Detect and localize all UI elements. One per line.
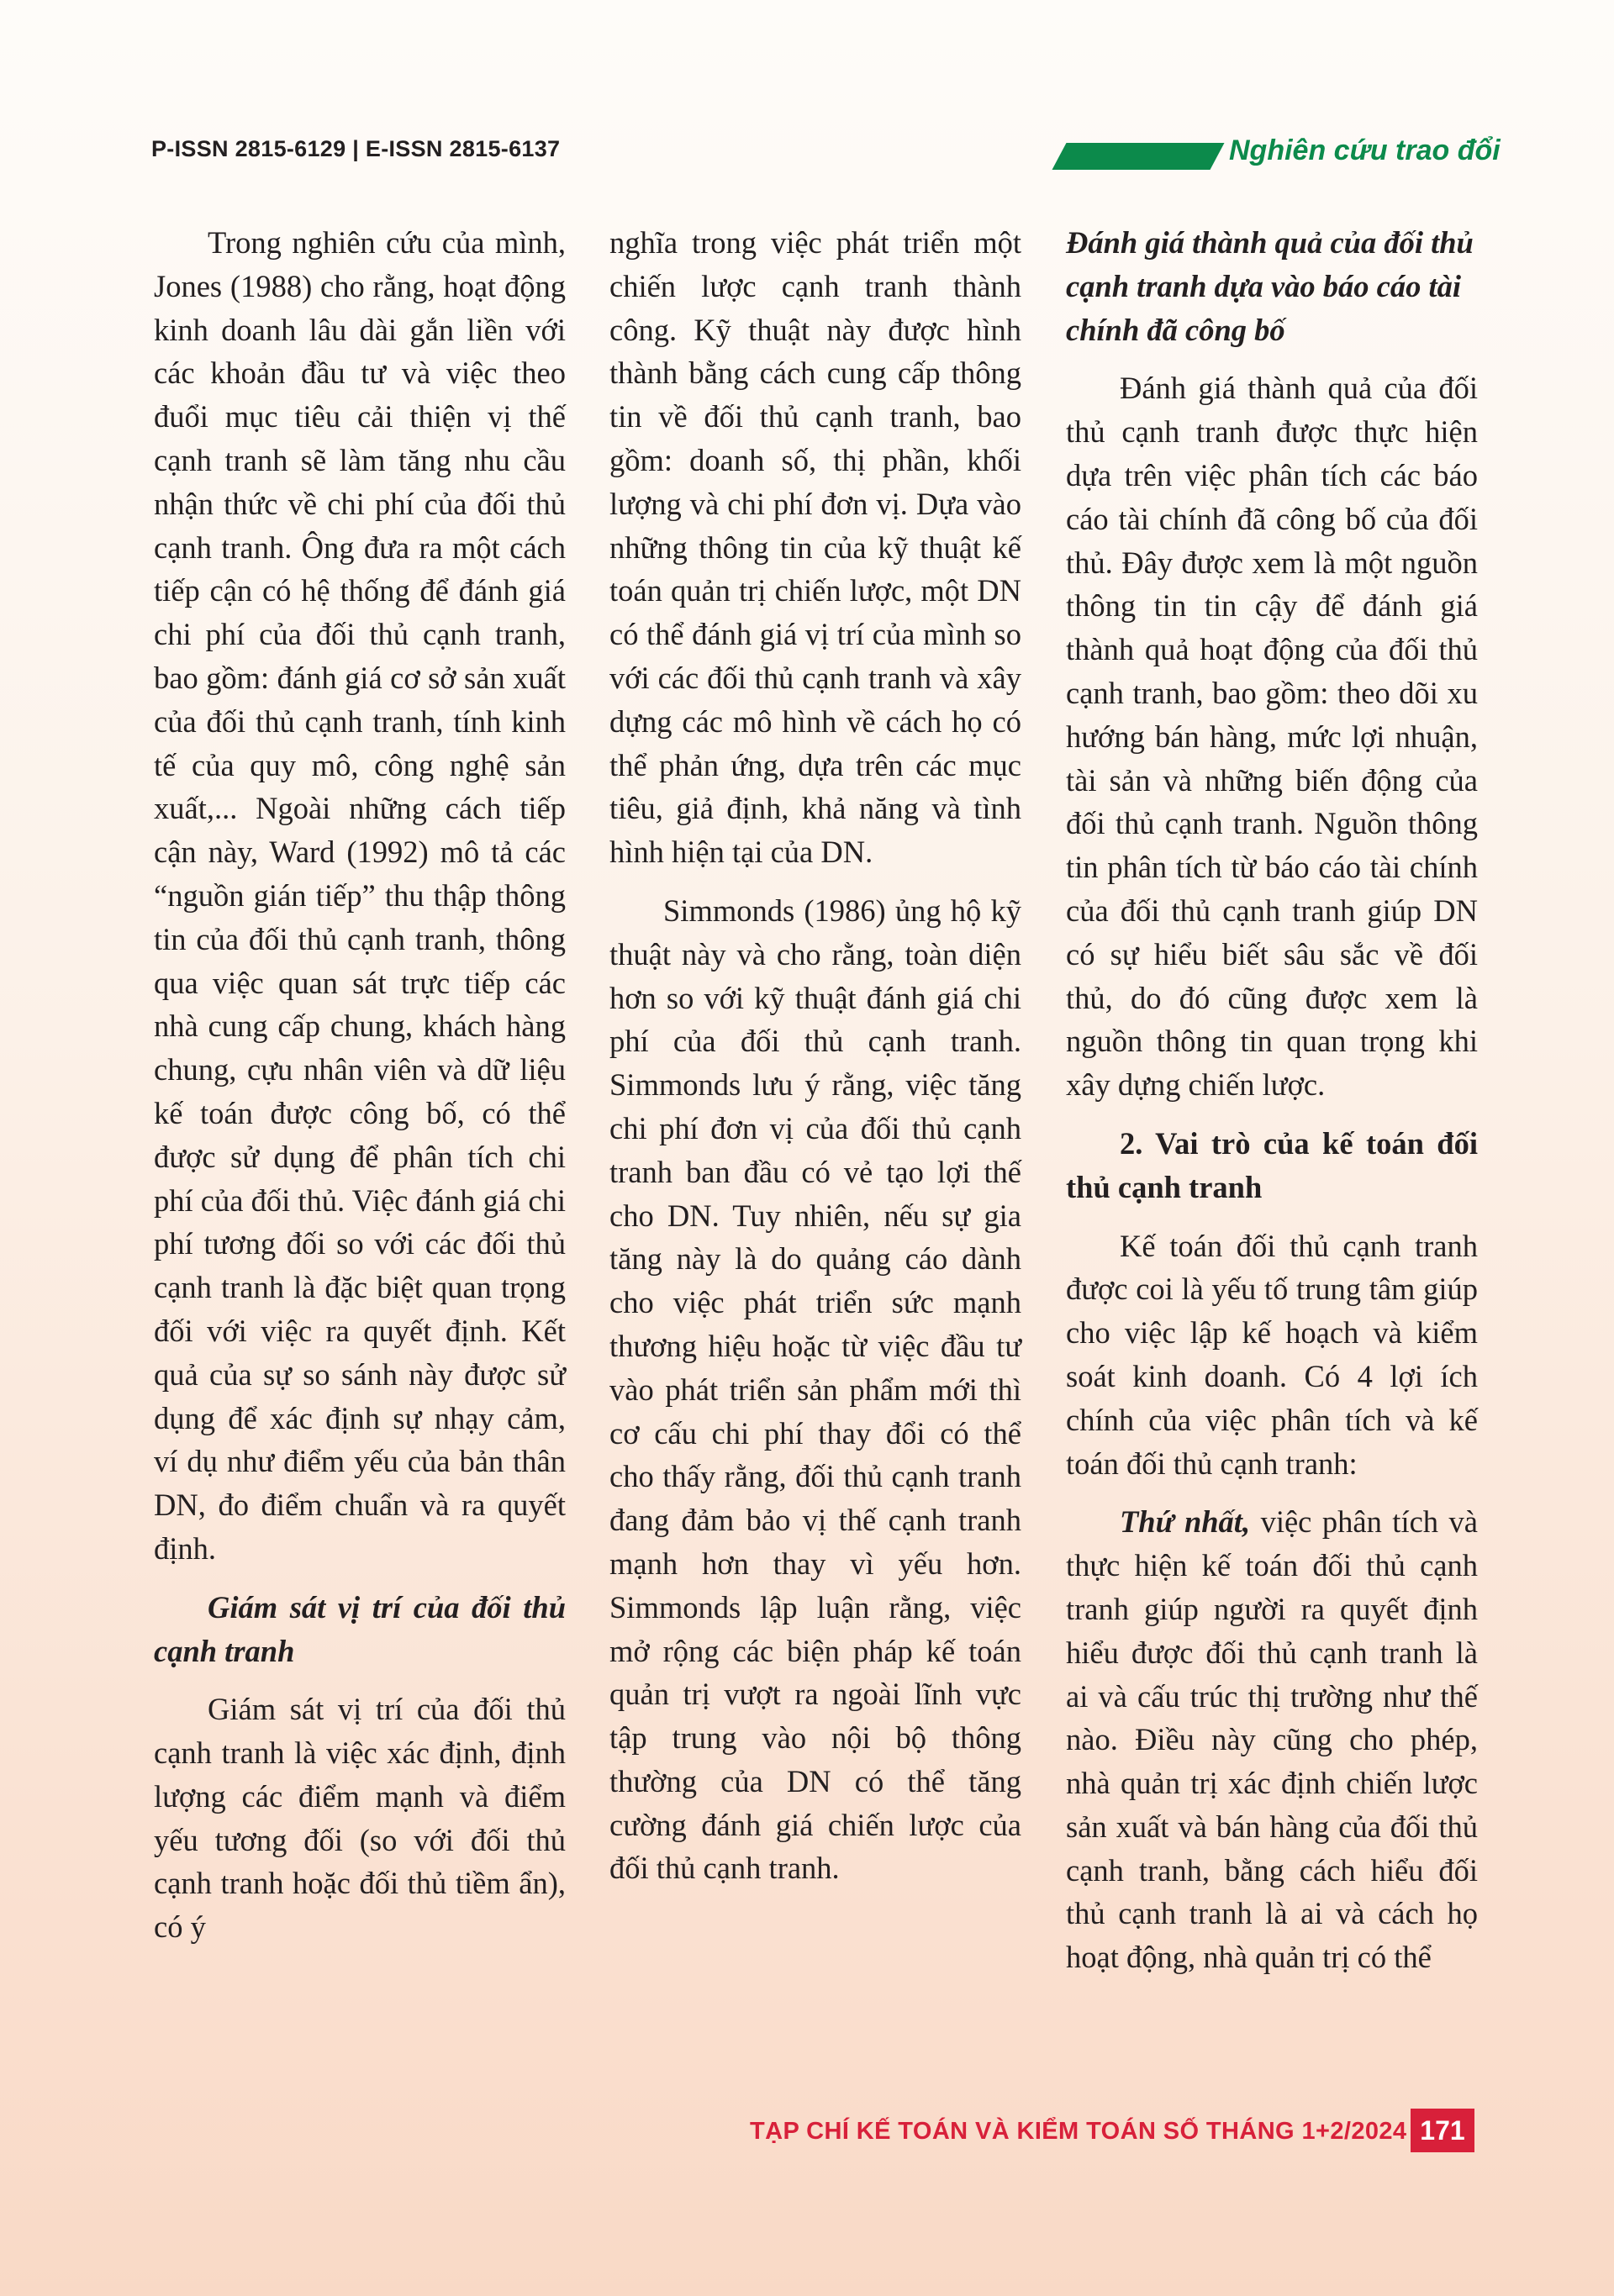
section-title: Nghiên cứu trao đổi	[1229, 134, 1501, 166]
section-heading: 2. Vai trò của kế toán đối thủ cạnh tranh	[1066, 1125, 1478, 1204]
paragraph-text: việc phân tích và thực hiện kế toán đối thủ cạnh tranh giúp người ra quyết định hiểu được đối thủ cạnh tranh là ai và cấu trúc thị trường như thế nào. Điều này cũng cho phép, nhà quản trị xác định chiến lược sản xuất và bán hàng của đối thủ cạnh tranh, bằng cách hiểu đối thủ cạnh tranh là ai và cách họ hoạt động, nhà quản trị có thể	[1066, 1504, 1478, 1975]
issn-header: P-ISSN 2815-6129 | E-ISSN 2815-6137	[151, 136, 561, 161]
section-accent-bar	[1052, 143, 1224, 170]
paragraph: Simmonds (1986) ủng hộ kỹ thuật này và cho rằng, toàn diện hơn so với kỹ thuật đánh giá chi phí của đối thủ cạnh tranh. Simmonds lưu ý rằng, việc tăng chi phí đơn vị của đối thủ cạnh tranh ban đầu có vẻ tạo lợi thế cho DN. Tuy nhiên, nếu sự gia tăng này là do quảng cáo dành cho việc phát triển sức mạnh thương hiệu hoặc từ việc đầu tư vào phát triển sản phẩm mới thì cơ cấu chi phí thay đổi có thể cho thấy rằng, đối thủ cạnh tranh đang đảm bảo vị thế cạnh tranh mạnh hơn thay vì yếu hơn. Simmonds lập luận rằng, việc mở rộng các biện pháp kế toán quản trị vượt ra ngoài lĩnh vực tập trung vào nội bộ thông thường của DN có thể tăng cường đánh giá chiến lược của đối thủ cạnh tranh.	[609, 893, 1021, 1886]
paragraph-lead: Thứ nhất,	[1120, 1504, 1251, 1540]
page-number: 171	[1411, 2109, 1474, 2152]
column-1	[154, 221, 566, 1964]
paragraph: nghĩa trong việc phát triển một chiến lược cạnh tranh thành công. Kỹ thuật này được hình thành bằng cách cung cấp thông tin về đối thủ cạnh tranh, bao gồm: doanh số, thị phần, khối lượng và chi phí đơn vị. Dựa vào những thông tin của kỹ thuật kế toán quản trị chiến lược, một DN có thể đánh giá vị trí của mình so với các đối thủ cạnh tranh và xây dựng các mô hình về cách họ có thể phản ứng, dựa trên các mục tiêu, giả định, khả năng và tình hình hiện tại của DN.	[609, 225, 1021, 870]
column-2	[609, 221, 1021, 1905]
paragraph: Giám sát vị trí của đối thủ cạnh tranh là việc xác định, định lượng các điểm mạnh và điểm yếu tương đối (so với đối thủ cạnh tranh hoặc đối thủ tiềm ẩn), có ý	[154, 1692, 566, 1945]
paragraph: Trong nghiên cứu của mình, Jones (1988) cho rằng, hoạt động kinh doanh lâu dài gắn liền với các khoản đầu tư và việc theo đuổi mục tiêu cải thiện vị thế cạnh tranh sẽ làm tăng nhu cầu nhận thức về chi phí của đối thủ cạnh tranh. Ông đưa ra một cách tiếp cận có hệ thống để đánh giá chi phí của đối thủ cạnh tranh, bao gồm: đánh giá cơ sở sản xuất của đối thủ cạnh tranh, tính kinh tế của quy mô, công nghệ sản xuất,... Ngoài những cách tiếp cận này, Ward (1992) mô tả các “nguồn gián tiếp” thu thập thông tin của đối thủ cạnh tranh, thông qua việc quan sát trực tiếp các nhà cung cấp chung, khách hàng chung, cựu nhân viên và dữ liệu kế toán được công bố, có thể được sử dụng để phân tích chi phí của đối thủ. Việc đánh giá chi phí tương đối so với các đối thủ cạnh tranh là đặc biệt quan trọng đối với việc ra quyết định. Kết quả của sự so sánh này được sử dụng để xác định sự nhạy cảm, ví dụ như điểm yếu của bản thân DN, đo điểm chuẩn và ra quyết định.	[154, 225, 566, 1566]
paragraph: Kế toán đối thủ cạnh tranh được coi là yếu tố trung tâm giúp cho việc lập kế hoạch và kiểm soát kinh doanh. Có 4 lợi ích chính của việc phân tích và kế toán đối thủ cạnh tranh:	[1066, 1228, 1478, 1481]
paragraph	[1066, 1500, 1478, 1979]
section-heading: Giám sát vị trí của đối thủ cạnh tranh	[154, 1589, 566, 1668]
column-3	[1066, 221, 1478, 1994]
journal-footer: TẠP CHÍ KẾ TOÁN VÀ KIỂM TOÁN SỐ THÁNG 1+2/2024	[750, 2118, 1407, 2145]
section-heading: Đánh giá thành quả của đối thủ cạnh tranh dựa vào báo cáo tài chính đã công bố	[1066, 225, 1474, 347]
paragraph: Đánh giá thành quả của đối thủ cạnh tranh được thực hiện dựa trên việc phân tích các báo cáo tài chính đã công bố của đối thủ. Đây được xem là một nguồn thông tin tin cậy để đánh giá thành quả hoạt động của đối thủ cạnh tranh, bao gồm: theo dõi xu hướng bán hàng, mức lợi nhuận, tài sản và những biến động của đối thủ cạnh tranh. Nguồn thông tin phân tích từ báo cáo tài chính của đối thủ cạnh tranh giúp DN có sự hiểu biết sâu sắc về đối thủ, do đó cũng được xem là nguồn thông tin quan trọng khi xây dựng chiến lược.	[1066, 371, 1478, 1103]
